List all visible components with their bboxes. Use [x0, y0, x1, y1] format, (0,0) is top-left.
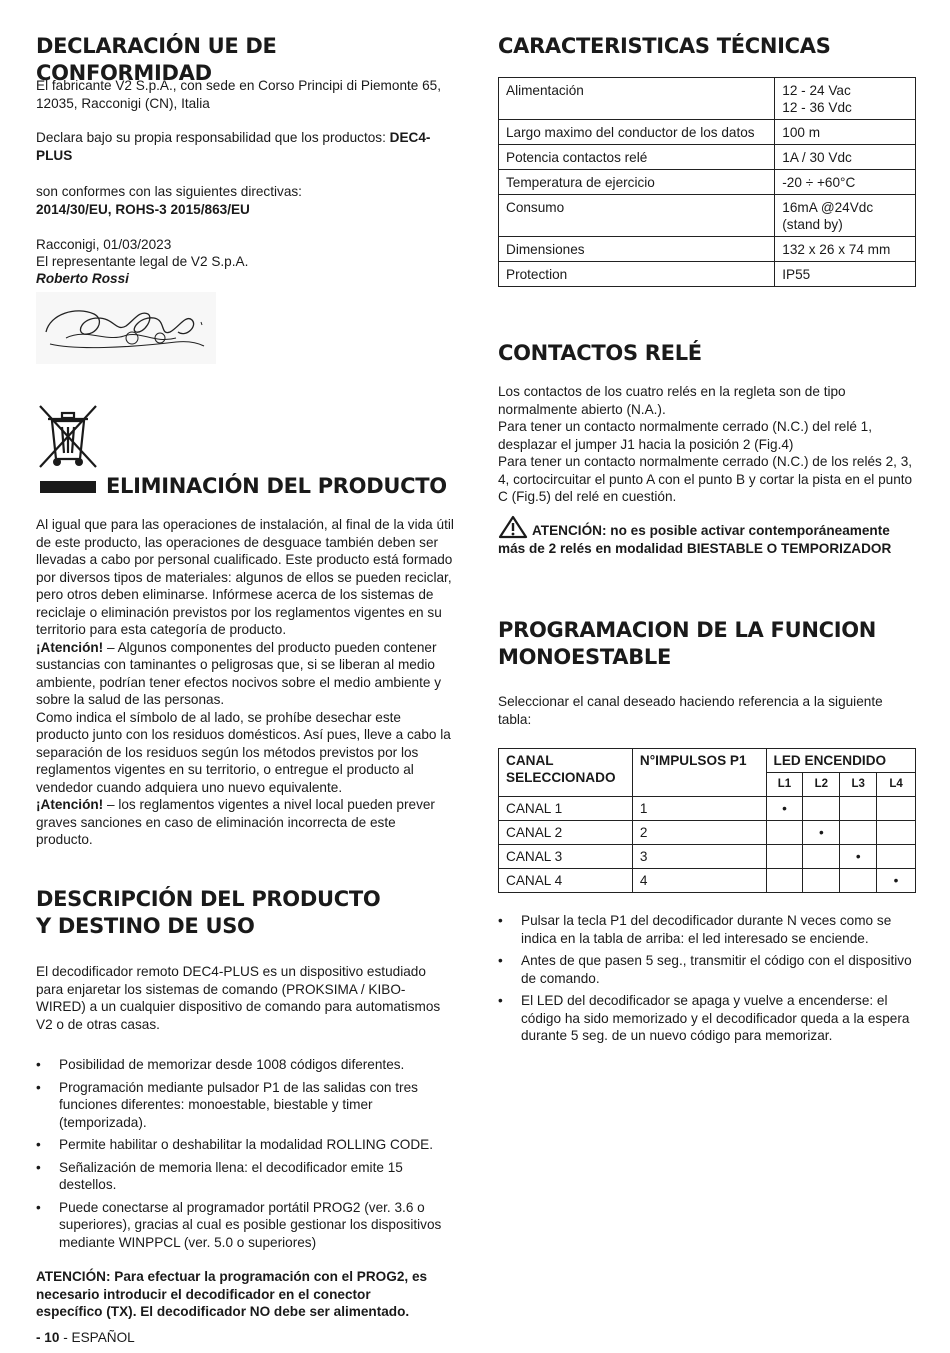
- led-cell-l1: [766, 845, 803, 869]
- channel-pulses: 3: [632, 845, 766, 869]
- disposal-black-bar: [40, 481, 96, 493]
- declaration-directives-text: son conformes con las siguientes directivas:: [36, 184, 302, 199]
- tech-spec-value: 16mA @24Vdc (stand by): [775, 195, 916, 237]
- channel-table-head-l3: L3: [840, 773, 877, 797]
- list-item: • Permite habilitar o deshabilitar la modalidad ROLLING CODE.: [36, 1136, 454, 1154]
- table-row: [499, 170, 916, 195]
- tech-spec-label: Temperatura de ejercicio: [499, 170, 775, 195]
- table-row: [499, 237, 916, 262]
- disposal-warning-2-label: ¡Atención!: [36, 797, 104, 812]
- channel-name: CANAL 4: [499, 869, 633, 893]
- tech-spec-label: Largo maximo del conductor de los datos: [499, 120, 775, 145]
- channel-pulses: 2: [632, 821, 766, 845]
- page-footer: [36, 1329, 135, 1347]
- channel-table-head-channel: CANAL SELECCIONADO: [499, 749, 633, 797]
- tech-spec-label: Alimentación: [499, 78, 775, 120]
- disposal-warning-2-text: – los reglamentos vigentes a nivel local pueden prever graves sanciones en caso de eliminación incorrecta de este producto.: [36, 797, 435, 847]
- channel-table-head-l1: L1: [766, 773, 803, 797]
- list-item: • Posibilidad de memorizar desde 1008 códigos diferentes.: [36, 1056, 454, 1074]
- warning-triangle-icon: [498, 515, 528, 539]
- tech-spec-value: 100 m: [775, 120, 916, 145]
- led-cell-l2: [803, 797, 840, 821]
- led-cell-l3: [840, 797, 877, 821]
- led-cell-l4: [877, 797, 916, 821]
- description-title: [36, 886, 380, 940]
- channel-table-head-pulses: N°IMPULSOS P1: [632, 749, 766, 797]
- channel-name: CANAL 1: [499, 797, 633, 821]
- relay-paragraph-1: Los contactos de los cuatro relés en la regleta son de tipo normalmente abierto (N.A.).: [498, 384, 846, 417]
- disposal-body: [36, 516, 454, 849]
- relay-paragraph-2: Para tener un contacto normalmente cerrado (N.C.) del relé 1, desplazar el jumper J1 hacia la posición 2 (Fig.4): [498, 419, 873, 452]
- declaration-products-text: Declara bajo su propia responsabilidad que los productos:: [36, 130, 390, 145]
- list-item: • Puede conectarse al programador portátil PROG2 (ver. 3.6 o superiores), gracias al cual es posible gestionar los dispositivos mediante WINPPCL (ver. 5.0 o superiores): [36, 1199, 454, 1252]
- relay-paragraph-3: Para tener un contacto normalmente cerrado (N.C.) de los relés 2, 3, 4, cortocircuitar el punto A con el punto B y cortar la pista en el punto C (Fig.5) del relé en cuestión.: [498, 454, 913, 504]
- channel-table-head-l2: L2: [803, 773, 840, 797]
- channel-pulses: 4: [632, 869, 766, 893]
- led-cell-l4: •: [877, 869, 916, 893]
- disposal-warning-1: [36, 639, 454, 709]
- led-cell-l3: [840, 869, 877, 893]
- led-cell-l4: [877, 845, 916, 869]
- list-item: • Programación mediante pulsador P1 de las salidas con tres funciones diferentes: monoestable, biestable y timer (temporizada).: [36, 1079, 454, 1132]
- relay-title: CONTACTOS RELÉ: [498, 341, 702, 365]
- description-intro: El decodificador remoto DEC4-PLUS es un dispositivo estudiado para enjaretar los sistemas de comando (PROKSIMA / KIBO-WIRED) a un cualquier dispositivo de comando para automatismos V2 o de otras casas.: [36, 964, 441, 1032]
- description-title-line-2: Y DESTINO DE USO: [36, 914, 255, 938]
- tech-spec-value: IP55: [775, 262, 916, 287]
- table-row: [499, 797, 916, 821]
- relay-warning-text: ATENCIÓN: no es posible activar contemporáneamente más de 2 relés en modalidad BIESTABLE O TEMPORIZADOR: [498, 523, 892, 556]
- tech-spec-value: 12 - 24 Vac 12 - 36 Vdc: [775, 78, 916, 120]
- tech-title: CARACTERISTICAS TÉCNICAS: [498, 34, 831, 58]
- disposal-title: ELIMINACIÓN DEL PRODUCTO: [106, 474, 447, 498]
- mono-title-line-1: PROGRAMACION DE LA FUNCION: [498, 618, 877, 642]
- tech-spec-label: Dimensiones: [499, 237, 775, 262]
- tech-spec-value: -20 ÷ +60°C: [775, 170, 916, 195]
- declaration-directives-list: 2014/30/EU, ROHS-3 2015/863/EU: [36, 202, 250, 217]
- table-row: [499, 78, 916, 120]
- relay-warning: [498, 515, 916, 557]
- declaration-manufacturer: El fabricante V2 S.p.A., con sede en Corso Principi di Piemonte 65, 12035, Racconigi (CN), Italia: [36, 78, 442, 111]
- tech-spec-label: Consumo: [499, 195, 775, 237]
- disposal-warning-2: [36, 796, 454, 849]
- declaration-place-date: Racconigi, 01/03/2023: [36, 237, 172, 252]
- list-item: • Pulsar la tecla P1 del decodificador durante N veces como se indica en la tabla de arriba: el led interesado se enciende.: [498, 912, 916, 947]
- channel-name: CANAL 3: [499, 845, 633, 869]
- table-row: [499, 145, 916, 170]
- led-cell-l1: [766, 821, 803, 845]
- channel-table-head-led: LED ENCENDIDO: [766, 749, 915, 773]
- page-number: - 10: [36, 1330, 60, 1345]
- led-cell-l2: [803, 869, 840, 893]
- led-cell-l2: [803, 845, 840, 869]
- mono-title-line-2: MONOESTABLE: [498, 645, 672, 669]
- declaration-directives: [36, 201, 454, 219]
- declaration-products: [36, 129, 446, 164]
- relay-body: [498, 383, 916, 506]
- led-cell-l4: [877, 821, 916, 845]
- table-row: [499, 821, 916, 845]
- table-row: [499, 195, 916, 237]
- mono-steps-list: [498, 912, 916, 1050]
- channel-table: [498, 748, 916, 893]
- description-feature-list: [36, 1056, 454, 1256]
- page-language: - ESPAÑOL: [59, 1330, 135, 1345]
- mono-intro: Seleccionar el canal deseado haciendo referencia a la siguiente tabla:: [498, 694, 883, 727]
- disposal-paragraph-1: Al igual que para las operaciones de instalación, al final de la vida útil de este producto, las operaciones de desguace también deben ser llevadas a cabo por personal cualificado. Este producto está formado por diversos tipos de materiales: algunos de ellos se pueden reciclar, pero otros deben eliminarse. Infórmese acerca de los sistemas de reciclaje o eliminación previstos por los reglamentos vigentes en su territorio para esta categoría de producto.: [36, 517, 454, 637]
- description-title-line-1: DESCRIPCIÓN DEL PRODUCTO: [36, 887, 381, 911]
- tech-spec-label: Potencia contactos relé: [499, 145, 775, 170]
- description-warning: ATENCIÓN: Para efectuar la programación con el PROG2, es necesario introducir el decodificador en el conector específico (TX). El decodificador NO debe ser alimentado.: [36, 1269, 428, 1319]
- led-cell-l3: [840, 821, 877, 845]
- table-row: [499, 869, 916, 893]
- disposal-paragraph-2: Como indica el símbolo de al lado, se prohíbe desechar este producto junto con los residuos domésticos. Así pues, lleve a cabo la separación de los residuos según los métodos previstos por los reglamentos vigentes en su territorio, o entregue el producto al vendedor cuando adquiera uno nuevo equivalente.: [36, 709, 451, 795]
- led-cell-l1: •: [766, 797, 803, 821]
- tech-spec-value: 132 x 26 x 74 mm: [775, 237, 916, 262]
- tech-specs-table: [498, 77, 916, 287]
- tech-spec-label: Protection: [499, 262, 775, 287]
- declaration-product-name: DEC4-PLUS: [36, 130, 431, 163]
- led-cell-l3: •: [840, 845, 877, 869]
- led-cell-l2: •: [803, 821, 840, 845]
- declaration-signer: [36, 270, 129, 288]
- table-row: [499, 120, 916, 145]
- led-cell-l1: [766, 869, 803, 893]
- mono-title: [498, 617, 876, 671]
- table-row: [499, 262, 916, 287]
- declaration-representative: El representante legal de V2 S.p.A.: [36, 254, 249, 269]
- list-item: • El LED del decodificador se apaga y vuelve a encenderse: el código ha sido memorizado y el decodificador queda a la espera durante 5 seg. de un nuevo código para memorizar.: [498, 992, 916, 1045]
- disposal-warning-1-text: – Algunos componentes del producto pueden contener sustancias con taminantes o peligrosas que, si se liberan al medio ambiente, podrían tener efectos nocivos sobre el medio ambiente y sobre la salud de las personas.: [36, 639, 442, 707]
- disposal-warning-1-label: ¡Atención!: [36, 639, 104, 655]
- crossed-out-wheelie-bin-icon: [36, 403, 100, 471]
- channel-name: CANAL 2: [499, 821, 633, 845]
- list-item: • Antes de que pasen 5 seg., transmitir el código con el dispositivo de comando.: [498, 952, 916, 987]
- channel-pulses: 1: [632, 797, 766, 821]
- channel-table-head-l4: L4: [877, 773, 916, 797]
- tech-spec-value: 1A / 30 Vdc: [775, 145, 916, 170]
- list-item: • Señalización de memoria llena: el decodificador emite 15 destellos.: [36, 1159, 454, 1194]
- table-row: [499, 845, 916, 869]
- declaration-signer-name: Roberto Rossi: [36, 271, 129, 286]
- signature-image: [36, 292, 216, 364]
- declaration-title: DECLARACIÓN UE DE CONFORMIDAD: [36, 34, 277, 85]
